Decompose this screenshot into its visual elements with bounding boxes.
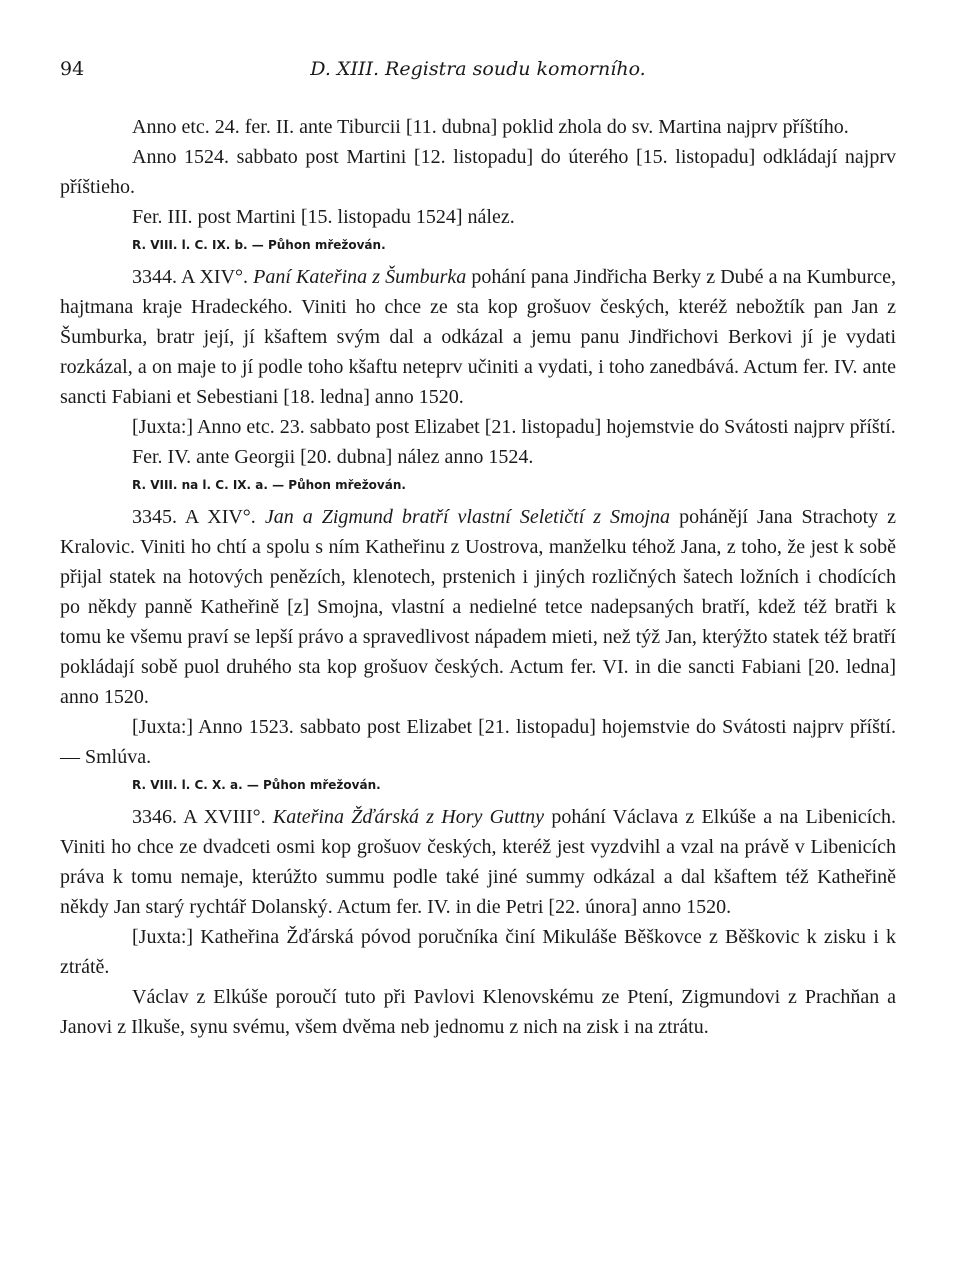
entry-3344-paragraph [60,262,896,412]
page-header [60,58,896,88]
page-number: 94 [60,58,85,80]
entry-3345-number: 3345. A XIV°. [132,506,256,528]
entry-3345-juxta: [Juxta:] Anno 1523. sabbato post Elizabet [21. listopadu] hojemstvie do Svátosti najprv příští. — Smlúva. [60,716,896,768]
entry-3345-parties: Jan a Zigmund bratří vlastní Seletičtí z Smojna [264,506,671,528]
intro-paragraph-2: Anno 1524. sabbato post Martini [12. listopadu] do úterého [15. listopadu] odkládají najprv příštieho. [60,146,896,198]
intro-paragraph-3: Fer. III. post Martini [15. listopadu 1524] nález. [132,206,515,228]
entry-3344-body: pohání pana Jindřicha Berky z Dubé a na Kumburce, hajtmana kraje Hradeckého. Viniti ho chce ze sta kop grošuov českých, kteréž nebožtík pan Jan z Šumburka, bratr její, jí kšaftem svým dal a odkázal a jemu panu Jindřichovi Berkovi jí je vydati rozkázal, a on maje to jí podle toho kšaftu neteprv učiniti a vydati, i toho zanedbává. Actum fer. IV. ante sancti Fabiani et Sebestiani [18. ledna] anno 1520. [60,266,897,408]
entry-3346-parties: Kateřina Žďárská z Hory Guttny [272,806,545,828]
running-title: D. XIII. Registra soudu komorního. [310,58,646,80]
entry-3345-body: pohánějí Jana Strachoty z Kralovic. Viniti ho chtí a spolu s ním Katheřinu z Uostrova, manželku téhož Jana, z toho, že jest k sobě přijal statek na hotových penězích, klenotech, prstenich i jiných rozličných šatech ložních i chodících po někdy panně Katheřině [z] Smojna, vlastní a nedielné tetce nadepsaných bratří, kdež též bratři k tomu ke všemu praví se lepší právo a spravedlivost nápadem mieti, než týž Jan, kterýžto statek též bratří pokládají sobě puol druhého sta kop grošuov českých. Actum fer. VI. in die sancti Fabiani [20. ledna] anno 1520. [60,506,897,708]
entry-3346-paragraph [60,802,896,922]
entry-3346-number: 3346. A XVIII°. [132,806,266,828]
entry-3346-body: pohání Václava z Elkúše a na Libenicích. Viniti ho chce ze dvadceti osmi kop grošuov českých, kteréž jest vyzdvihl a vzal na právě v Libenicích práva k tomu nemaje, kterúžto summu podle také jiné summy odkázal a dal kšaftem též Katheřině někdy Jan starý rychtář Dolanský. Actum fer. IV. in die Petri [22. února] anno 1520. [60,806,897,918]
entry-3344-verdict: Fer. IV. ante Georgii [20. dubna] nález anno 1524. [132,446,534,468]
entry-3344-number: 3344. A XIV°. [132,266,249,288]
entry-3346-juxta: [Juxta:] Katheřina Žďárská póvod poručníka činí Mikuláše Běškovce z Běškovic k zisku i k ztrátě. [60,926,896,978]
entry-3344-parties: Paní Kateřina z Šumburka [253,266,467,288]
intro-paragraph-1: Anno etc. 24. fer. II. ante Tiburcii [11. dubna] poklid zhola do sv. Martina najprv příštího. [132,116,849,138]
entry-3344-register-reference: R. VIII. na l. C. IX. a. — Půhon mřežován. [132,478,406,492]
entry-3345-register-reference: R. VIII. l. C. X. a. — Půhon mřežován. [132,778,381,792]
page-content [60,112,896,1042]
entry-3346-proxy: Václav z Elkúše poroučí tuto při Pavlovi Klenovskému ze Ptení, Zigmundovi z Prachňan a Janovi z Ilkuše, synu svému, všem dvěma neb jednomu z nich na zisk i na ztrátu. [60,986,896,1038]
entry-3345-paragraph [60,502,896,712]
document-page [60,58,896,1042]
intro-register-reference: R. VIII. l. C. IX. b. — Půhon mřežován. [132,238,386,252]
entry-3344-juxta: [Juxta:] Anno etc. 23. sabbato post Elizabet [21. listopadu] hojemstvie do Svátosti najprv příští. [132,416,896,438]
